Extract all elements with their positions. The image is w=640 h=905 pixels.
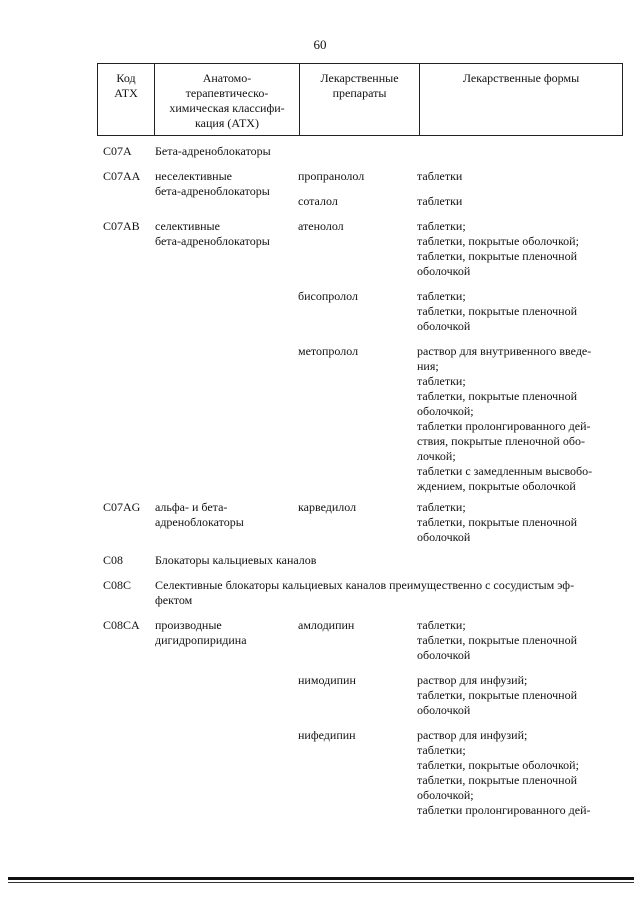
- atc-code: C07AA: [103, 169, 141, 183]
- drug-name: соталол: [298, 194, 338, 208]
- bottom-rule: [8, 877, 634, 880]
- atc-class: альфа- и бета- адреноблокаторы: [155, 500, 244, 529]
- drug-forms: таблетки; таблетки, покрытые пленочной оболочкой: [417, 618, 578, 662]
- header-drugs: Лекарственные препараты: [300, 64, 420, 136]
- atc-code: C08CA: [103, 618, 140, 632]
- header-code: Код АТХ: [98, 64, 155, 136]
- atc-code: C08: [103, 553, 124, 567]
- drug-name: атенолол: [298, 219, 344, 233]
- drug-forms: таблетки; таблетки, покрытые пленочной оболочкой: [417, 289, 578, 333]
- drug-name: бисопролол: [298, 289, 358, 303]
- atc-class: селективные бета-адреноблокаторы: [155, 219, 270, 248]
- atc-class: Селективные блокаторы кальциевых каналов преимущественно с сосудистым эф- фектом: [155, 578, 575, 607]
- header-table: [97, 63, 623, 136]
- drug-forms: раствор для внутривенного введе- ния; таблетки; таблетки, покрытые пленочной оболочкой; таблетки пролонгированного дей- ствия, покрытые пленочной обо- лочкой; таблетки с замедленным высвобо- ждением, покрытые оболочкой: [417, 344, 593, 493]
- drug-forms: раствор для инфузий; таблетки, покрытые пленочной оболочкой: [417, 673, 578, 717]
- page-number: 60: [313, 37, 327, 52]
- drug-name: нимодипин: [298, 673, 356, 687]
- atc-class: Бета-адреноблокаторы: [155, 144, 271, 158]
- drug-name: метопролол: [298, 344, 359, 358]
- drug-forms: раствор для инфузий; таблетки; таблетки, покрытые оболочкой; таблетки, покрытые пленочной оболочкой; таблетки пролонгированного дей-: [417, 728, 591, 817]
- atc-code: C08C: [103, 578, 132, 592]
- atc-class: неселективные бета-адреноблокаторы: [155, 169, 270, 198]
- drug-forms: таблетки: [417, 194, 463, 208]
- header-classification: Анатомо- терапевтическо- химическая классифи- кация (АТХ): [155, 64, 300, 136]
- drug-forms: таблетки; таблетки, покрытые пленочной оболочкой: [417, 500, 578, 544]
- drug-name: амлодипин: [298, 618, 355, 632]
- atc-code: C07AB: [103, 219, 140, 233]
- drug-name: нифедипин: [298, 728, 356, 742]
- atc-class: Блокаторы кальциевых каналов: [155, 553, 317, 567]
- bottom-rule-thin: [8, 882, 634, 883]
- atc-class: производные дигидропиридина: [155, 618, 247, 647]
- atc-code: C07AG: [103, 500, 141, 514]
- header-forms: Лекарственные формы: [420, 64, 623, 136]
- drug-name: карведилол: [298, 500, 357, 514]
- atc-code: C07A: [103, 144, 132, 158]
- drug-forms: таблетки; таблетки, покрытые оболочкой; таблетки, покрытые пленочной оболочкой: [417, 219, 579, 278]
- drug-name: пропранолол: [298, 169, 365, 183]
- drug-forms: таблетки: [417, 169, 463, 183]
